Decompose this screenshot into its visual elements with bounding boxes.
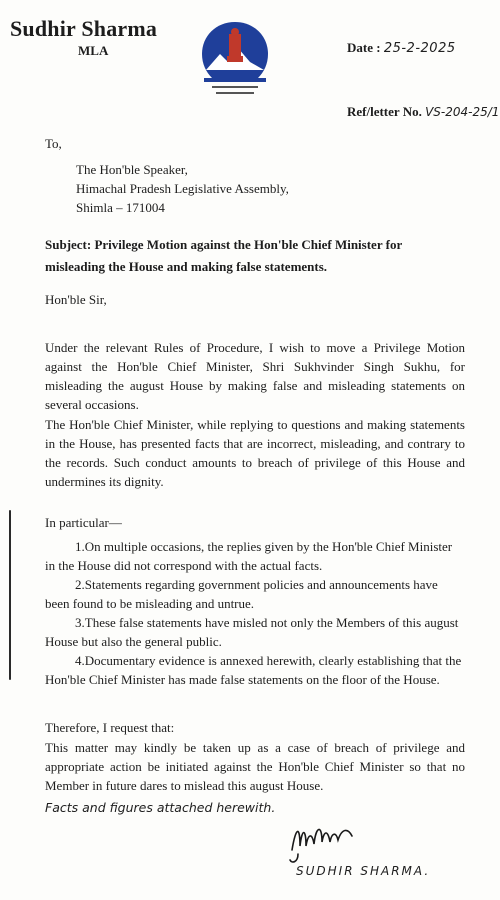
address-line: The Hon'ble Speaker,	[76, 162, 188, 177]
list-item: 4.Documentary evidence is annexed herewith, clearly establishing that the Hon'ble Chief Minister has made false statements on the floor of the House.	[45, 653, 462, 687]
letterhead-role: MLA	[78, 43, 109, 58]
handwritten-note: Facts and figures attached herewith.	[45, 800, 276, 815]
subject-line: Subject: Privilege Motion against the Hon'ble Chief Minister for misleading the House and making false statements.	[45, 237, 402, 274]
request-paragraph: This matter may kindly be taken up as a case of breach of privilege and appropriate action be initiated against the Hon'ble Chief Minister so that no Member in future dares to mislead this august House.	[45, 740, 465, 793]
address-line: Himachal Pradesh Legislative Assembly,	[76, 181, 289, 196]
margin-mark	[9, 510, 11, 680]
ref-line	[347, 104, 499, 120]
ref-label: Ref/letter No.	[347, 104, 422, 119]
request-intro: Therefore, I request that:	[45, 720, 175, 735]
list-item: 1.On multiple occasions, the replies given by the Hon'ble Chief Minister in the House did not correspond with the actual facts.	[45, 539, 453, 573]
to-line: To,	[45, 136, 62, 151]
particulars-intro: In particular—	[45, 515, 122, 530]
particulars-list	[45, 537, 465, 689]
body-paragraph: Under the relevant Rules of Procedure, I wish to move a Privilege Motion against the Hon'ble Chief Minister, Shri Sukhvinder Singh Sukhu, for misleading the august House by making false and misleading statements on several occasions.	[45, 340, 465, 412]
letterhead-name: Sudhir Sharma	[10, 16, 158, 41]
body-paragraph: The Hon'ble Chief Minister, while replying to questions and making statements in the House, has presented facts that are incorrect, misleading, and contrary to the records. Such conduct amounts to breach of privilege of this House and undermines its dignity.	[45, 417, 465, 489]
date-label: Date :	[347, 40, 381, 55]
address-line: Shimla – 171004	[76, 200, 165, 215]
list-item: 3.These false statements have misled not only the Members of this august House but also the general public.	[45, 615, 459, 649]
signature-scribble	[288, 816, 358, 866]
ref-value: VS-204-25/1	[425, 105, 500, 119]
date-line	[347, 40, 456, 56]
salutation: Hon'ble Sir,	[45, 292, 107, 307]
recipient-address	[76, 160, 289, 217]
signature-name: SUDHIR SHARMA.	[296, 864, 431, 878]
himachal-emblem-logo	[198, 20, 272, 102]
date-value: 25-2-2025	[383, 41, 456, 56]
list-item: 2.Statements regarding government policies and announcements have been found to be misleading and untrue.	[45, 577, 438, 611]
